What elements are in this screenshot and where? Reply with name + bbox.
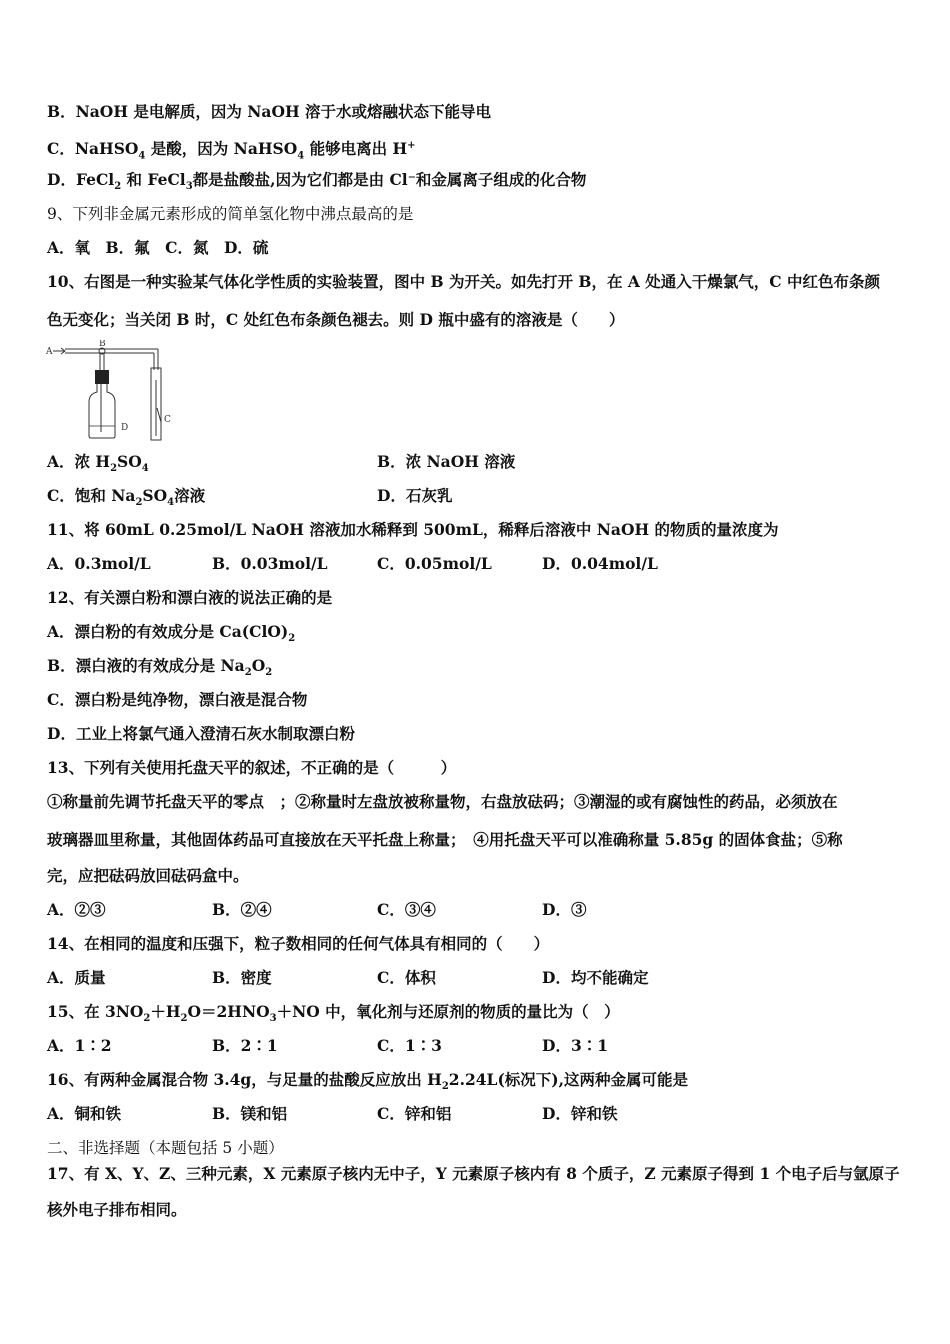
q16-option-a: A．铜和铁: [47, 1104, 122, 1123]
label-c: C: [164, 415, 171, 425]
q14-stem: 14、在相同的温度和压强下，粒子数相同的任何气体具有相同的（ ）: [47, 934, 550, 953]
q12-stem: 12、有关漂白粉和漂白液的说法正确的是: [47, 588, 333, 607]
q11-option-b: B．0.03mol/L: [212, 554, 328, 573]
q10-apparatus-diagram: [45, 340, 180, 445]
label-a: A: [46, 347, 53, 357]
q16-option-b: B．镁和铝: [212, 1104, 288, 1123]
q14-option-c: C．体积: [377, 968, 436, 987]
q15-option-b: B．2∶1: [212, 1036, 278, 1055]
q13-body-line1: ①称量前先调节托盘天平的零点 ；②称量时左盘放被称量物，右盘放砝码；③潮湿的或有腐蚀性的药品，必须放在: [47, 792, 838, 811]
q14-option-b: B．密度: [212, 968, 272, 987]
q13-option-d: D．③: [542, 900, 587, 919]
label-b: B: [99, 340, 106, 349]
q12-option-d: D．工业上将氯气通入澄清石灰水制取漂白粉: [47, 724, 355, 743]
q15-stem: 15、在 $3NO_2+H_2O=2HNO_3+NO$ 中，氧化剂与还原剂的物质的量比为（ ）: [47, 1002, 620, 1025]
q14-option-a: A．质量: [47, 968, 106, 987]
q13-option-c: C．③④: [377, 900, 436, 919]
q10-option-c: C．饱和 $Na_2SO_4$溶液: [47, 486, 206, 509]
q13-body-line3: 完，应把砝码放回砝码盒中。: [47, 866, 249, 885]
section-heading: 二、非选择题（本题包括 5 小题）: [47, 1139, 284, 1157]
q13-option-a: A．②③: [47, 900, 106, 919]
q15-option-c: C．1∶3: [377, 1036, 442, 1055]
q10-stem-line2: 色无变化；当关闭 B 时，C 处红色布条颜色褪去。则 D 瓶中盛有的溶液是（ ）: [47, 310, 625, 329]
q13-body-line2: 玻璃器皿里称量，其他固体药品可直接放在天平托盘上称量； ④用托盘天平可以准确称量 5.85g 的固体食盐；⑤称: [47, 830, 843, 849]
q11-option-c: C．0.05mol/L: [377, 554, 492, 573]
q10-stem-line1: 10、右图是一种实验某气体化学性质的实验装置，图中 B 为开关。如先打开 B，在 A 处通入干燥氯气，C 中红色布条颜: [47, 272, 881, 291]
label-d: D: [121, 423, 129, 433]
q11-stem: 11、将 60mL 0.25mol/L NaOH 溶液加水稀释到 500mL，稀释后溶液中 NaOH 的物质的量浓度为: [47, 520, 779, 539]
q14-option-d: D．均不能确定: [542, 968, 649, 987]
q12-option-b: B．漂白液的有效成分是 $Na_2O_2$: [47, 656, 273, 679]
q8-option-c: C．NaHSO$_4$ 是酸，因为 NaHSO$_4$ 能够电离出 H+: [47, 139, 416, 162]
q11-option-d: D．0.04mol/L: [542, 554, 658, 573]
q12-option-c: C．漂白粉是纯净物，漂白液是混合物: [47, 690, 308, 709]
q9-options: A．氧 B．氟 C．氮 D．硫: [47, 238, 269, 257]
q10-option-a: A．浓 $H_2SO_4$: [47, 452, 149, 475]
q10-option-d: D．石灰乳: [377, 486, 453, 505]
q16-option-d: D．锌和铁: [542, 1104, 618, 1123]
q16-option-c: C．锌和铝: [377, 1104, 452, 1123]
q9-stem: 9、下列非金属元素形成的简单氢化物中沸点最高的是: [47, 205, 414, 223]
q17-line2: 核外电子排布相同。: [47, 1200, 187, 1219]
q15-option-a: A．1∶2: [47, 1036, 112, 1055]
q8-option-b: B．NaOH 是电解质，因为 NaOH 溶于水或熔融状态下能导电: [47, 102, 492, 121]
q13-stem: 13、下列有关使用托盘天平的叙述，不正确的是（ ）: [47, 758, 457, 777]
q16-stem: 16、有两种金属混合物 3.4g，与足量的盐酸反应放出 $H_22.24L$(标况下),这两种金属可能是: [47, 1070, 689, 1093]
q11-option-a: A．0.3mol/L: [47, 554, 151, 573]
q8-option-d: D．FeCl$_2$ 和 FeCl$_3$都是盐酸盐,因为它们都是由 Cl⁻和金属离子组成的化合物: [47, 170, 587, 193]
q15-option-d: D．3∶1: [542, 1036, 609, 1055]
q10-option-b: B．浓 NaOH 溶液: [377, 452, 516, 471]
q13-option-b: B．②④: [212, 900, 272, 919]
q12-option-a: A．漂白粉的有效成分是 $Ca(ClO)_2$: [47, 622, 296, 645]
q17-line1: 17、有 X、Y、Z、三种元素，X 元素原子核内无中子，Y 元素原子核内有 8 个质子，Z 元素原子得到 1 个电子后与氩原子: [47, 1164, 900, 1183]
